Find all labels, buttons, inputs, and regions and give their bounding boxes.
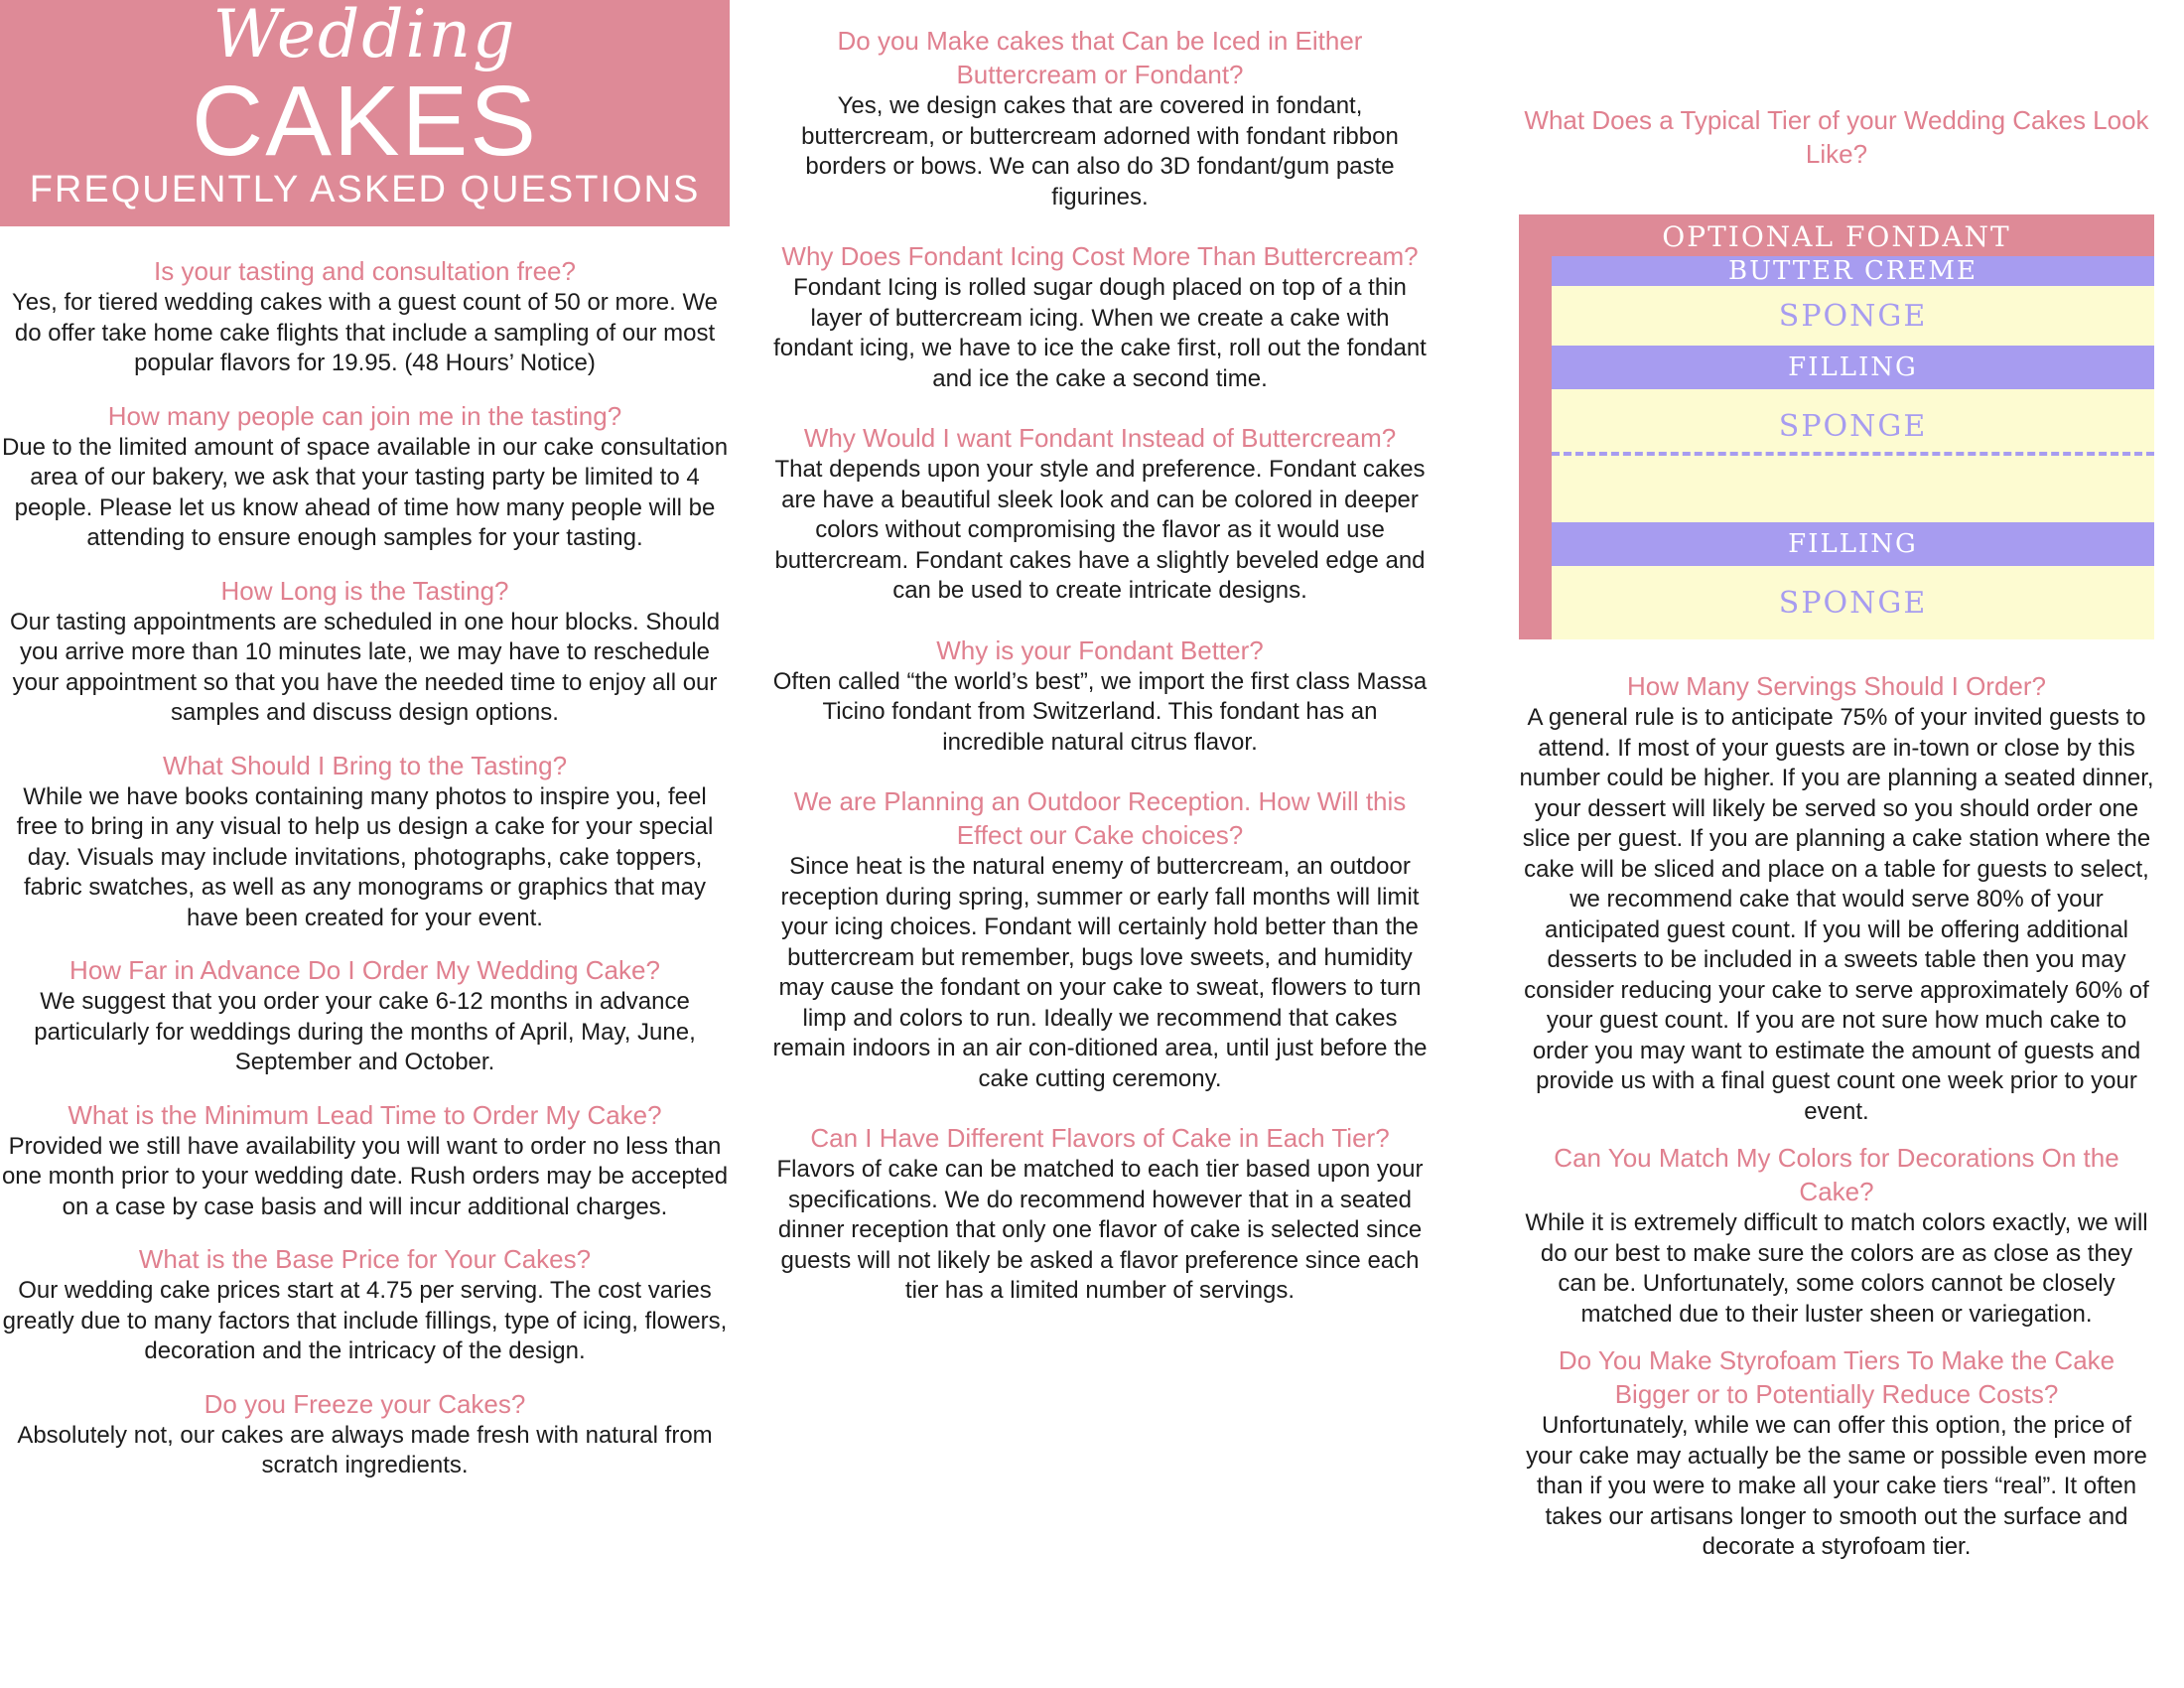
faq-item	[772, 421, 1428, 607]
faq-answer: Our tasting appointments are scheduled in one hour blocks. Should you arrive more than 10 minutes late, we may have to reschedule your appointment so that you have the needed time to enjoy all our samples and discuss design options.	[9, 608, 721, 726]
faq-item	[772, 784, 1428, 1094]
cut-line	[1552, 452, 2154, 456]
faq-question: What is the Base Price for Your Cakes?	[138, 1244, 592, 1274]
sponge-middle-label: SPONGE	[1778, 409, 1928, 444]
left-column	[0, 0, 730, 1501]
faq-item	[772, 24, 1428, 212]
faq-question: Why Would I want Fondant Instead of Buttercream?	[803, 423, 1397, 453]
faq-answer: Unfortunately, while we can offer this option, the price of your cake may actually be the same or possible even more than if you were to make all your cake tiers “real”. It often takes our artisans longer to smooth out the surface and decorate a styrofoam tier.	[1526, 1412, 2147, 1560]
faq-question: Do You Make Styrofoam Tiers To Make the Cake Bigger or to Potentially Reduce Costs?	[1558, 1345, 2116, 1409]
faq-answer: Provided we still have availability you will want to order no less than one month prior to your wedding date. Rush orders may be accepted on a case by case basis and will incur additional charges.	[1, 1132, 729, 1220]
faq-answer: Fondant Icing is rolled sugar dough placed on top of a thin layer of buttercream icing. When we create a cake with fondant icing, we have to ice the cake first, roll out the fondant and ice the cake a second time.	[773, 274, 1427, 392]
faq-item	[1519, 1343, 2154, 1563]
faq-list-middle	[772, 0, 1428, 1307]
faq-answer: While we have books containing many photos to inspire you, feel free to bring in any visual to help us design a cake for your special day. Visuals may include invitations, photographs, cake toppers, fabric swatches, as well as any monograms or graphics that may have been created for your event.	[16, 782, 714, 931]
faq-answer: Often called “the world’s best”, we import the first class Massa Ticino fondant from Switzerland. This fondant has an incredible natural citrus flavor.	[772, 667, 1428, 756]
faq-question: Why is your Fondant Better?	[936, 634, 1264, 665]
cake-tier-diagram	[1519, 214, 2154, 639]
faq-question: What Does a Typical Tier of your Wedding Cakes Look Like?	[1524, 105, 2149, 169]
faq-item	[0, 1098, 730, 1223]
faq-question: How Far in Advance Do I Order My Wedding Cake?	[69, 955, 660, 985]
faq-question: How many people can join me in the tasting?	[107, 400, 622, 431]
faq-question: What Should I Bring to the Tasting?	[162, 750, 568, 780]
faq-item-tier	[1519, 103, 2154, 171]
faq-question: How Long is the Tasting?	[220, 575, 509, 606]
faq-answer: Yes, for tiered wedding cakes with a guest count of 50 or more. We do offer take home cake flights that include a sampling of our most popular flavors for 19.95. (48 Hours’ Notice)	[11, 289, 719, 376]
sponge-layer-top: SPONGE	[1552, 286, 2154, 346]
faq-answer: We suggest that you order your cake 6-12 months in advance particularly for weddings during the months of April, May, June, September and October.	[34, 988, 696, 1075]
right-column	[1519, 0, 2154, 1577]
faq-question: What is the Minimum Lead Time to Order My Cake?	[68, 1099, 662, 1130]
title-subtitle: FREQUENTLY ASKED QUESTIONS	[29, 169, 701, 211]
faq-answer: Since heat is the natural enemy of buttercream, an outdoor reception during spring, summer or early fall months will limit your icing choices. Fondant will certainly hold better than the buttercream but remember, bugs love sweets, and humidity may cause the fondant on your cake to sweat, flowers to turn limp and colors to run. Ideally we recommend that cakes remain indoors in an air con-ditioned area, until just before the cake cutting ceremony.	[772, 853, 1428, 1092]
faq-item	[772, 633, 1428, 759]
faq-item	[0, 254, 730, 379]
optional-fondant-label: OPTIONAL FONDANT	[1662, 220, 2011, 253]
faq-answer: Flavors of cake can be matched to each tier based upon your specifications. We do recommend however that in a seated dinner reception that only one flavor of cake is selected since guests will not likely be asked a flavor preference since each tier has a limited number of servings.	[776, 1156, 1424, 1304]
faq-question: How Many Servings Should I Order?	[1627, 671, 2046, 701]
faq-answer: Yes, we design cakes that are covered in fondant, buttercream, or buttercream adorned with fondant ribbon borders or bows. We can also do 3D fondant/gum paste figurines.	[801, 92, 1399, 211]
faq-item	[772, 239, 1428, 394]
filling-layer-top: FILLING	[1552, 346, 2154, 389]
faq-item	[772, 1121, 1428, 1307]
faq-item	[1519, 1141, 2154, 1330]
sponge-layer-middle	[1552, 389, 2154, 522]
faq-item	[0, 953, 730, 1078]
faq-answer: Our wedding cake prices start at 4.75 per serving. The cost varies greatly due to many factors that include fillings, type of icing, flowers, decoration and the intricacy of the design.	[2, 1277, 728, 1364]
faq-answer: While it is extremely difficult to match colors exactly, we will do our best to make sure the colors are as close as they can be. Unfortunately, some colors cannot be closely matched due to their luster sheen or variegation.	[1525, 1209, 2148, 1328]
title-main: CAKES	[191, 66, 538, 177]
filling-layer-bottom: FILLING	[1552, 522, 2154, 566]
butter-creme-layer: BUTTER CREME	[1552, 256, 2154, 286]
faq-answer: A general rule is to anticipate 75% of your invited guests to attend. If most of your guests are in-town or close by this number could be higher. If you are planning a seated dinner, your dessert will likely be served so you should order one slice per guest. If you are planning a cake station where the cake will be sliced and place on a table for guests to select, we recommend cake that would serve 80% of your anticipated guest count. If you will be offering additional desserts to be included in a sweets table then you may consider reducing your cake to serve approximately 60% of your guest count. If you are not sure how much cake to order you may want to estimate the amount of guests and provide us with a final guest count one week prior to your event.	[1519, 704, 2154, 1125]
faq-item	[0, 749, 730, 934]
faq-question: Do you Make cakes that Can be Iced in Either Buttercream or Fondant?	[837, 26, 1363, 89]
faq-answer: That depends upon your style and preference. Fondant cakes are have a beautiful sleek look and can be colored in deeper colors without compromising the flavor as it would use buttercream. Fondant cakes have a slightly beveled edge and can be used to create intricate designs.	[774, 456, 1426, 604]
faq-question: Can You Match My Colors for Decorations On the Cake?	[1554, 1143, 2119, 1206]
middle-column	[772, 0, 1428, 1334]
faq-item	[0, 399, 730, 554]
title-script: Wedding	[212, 0, 517, 72]
title-banner	[0, 0, 730, 226]
faq-item	[0, 1387, 730, 1481]
faq-list-right	[1519, 669, 2154, 1563]
faq-answer: Due to the limited amount of space available in our cake consultation area of our bakery, we ask that your tasting party be limited to 4 people. Please let us know ahead of time how many people will be attending to ensure enough samples for your tasting.	[1, 433, 729, 551]
faq-question: Can I Have Different Flavors of Cake in Each Tier?	[810, 1123, 1390, 1153]
faq-question: Why Does Fondant Icing Cost More Than Buttercream?	[781, 241, 1419, 271]
faq-item	[0, 574, 730, 729]
sponge-layer-bottom: SPONGE	[1552, 566, 2154, 639]
faq-question: Do you Freeze your Cakes?	[204, 1388, 526, 1419]
faq-item	[1519, 669, 2154, 1127]
faq-list-left	[0, 226, 730, 1481]
faq-question: We are Planning an Outdoor Reception. How Will this Effect our Cake choices?	[793, 786, 1407, 850]
faq-answer: Absolutely not, our cakes are always made fresh with natural from scratch ingredients.	[17, 1421, 713, 1478]
faq-question: Is your tasting and consultation free?	[154, 256, 576, 286]
faq-item	[0, 1242, 730, 1367]
